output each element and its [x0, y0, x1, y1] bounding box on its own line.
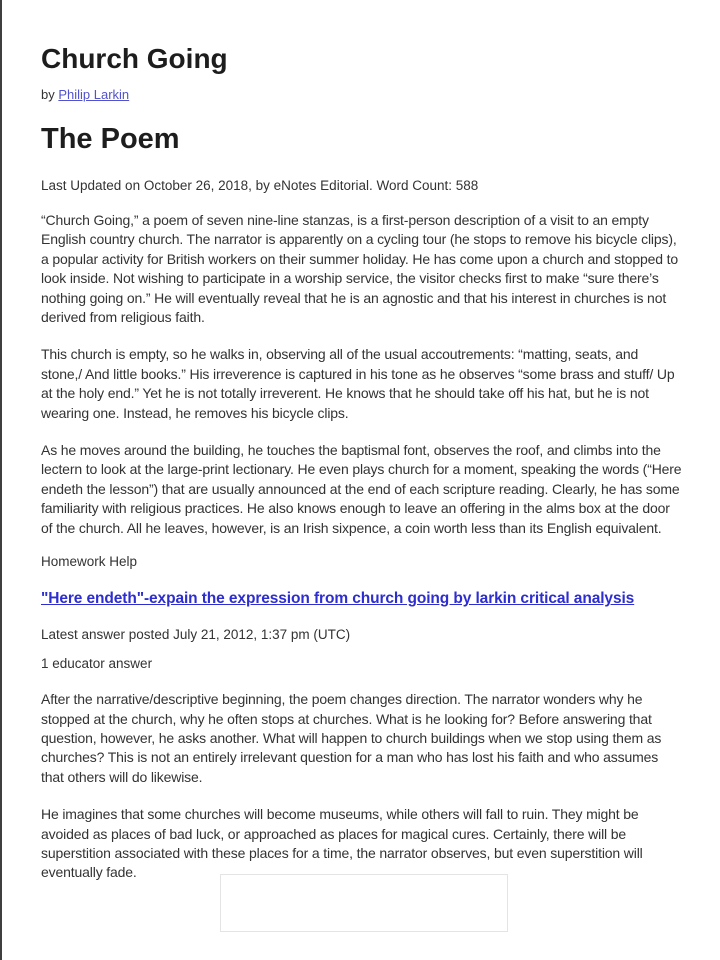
educator-answer-count: 1 educator answer: [41, 656, 153, 672]
page-title: Church Going: [41, 43, 228, 74]
latest-answer-meta: Latest answer posted July 21, 2012, 1:37 pm (UTC): [41, 627, 351, 643]
paragraph-4: After the narrative/descriptive beginning, the poem changes direction. The narrator wonders why he stopped at the church, why he often stops at churches. What is he looking for? Before answering that question, however, he asks another. What will happen to church buildings when we stop using them as churches? This is not an entirely irrelevant question for a man who has lost his faith and who assumes that others will do likewise.: [41, 691, 662, 785]
paragraph-1: “Church Going,” a poem of seven nine-line stanzas, is a first-person description of a visit to an empty English country church. The narrator is apparently on a cycling tour (he stops to remove his bicycle clips), a popular activity for British workers on their summer holiday. He has come upon a church and stopped to look inside. Not wishing to participate in a worship service, the visitor checks first to make “sure there’s nothing going on.” He will eventually reveal that he is an agnostic and that his interest in churches is not derived from religious faith.: [41, 212, 679, 326]
paragraph-2: This church is empty, so he walks in, observing all of the usual accoutrements: “matting, seats, and stone,/ And little books.” His irreverence is captured in his tone as he observes “some brass and stuff/ Up at the holy end.” Yet he is not totally irreverent. He knows that he should take off his hat, but he is not wearing one. Instead, he removes his bicycle clips.: [41, 346, 675, 421]
empty-image-placeholder: [220, 874, 508, 932]
author-link[interactable]: Philip Larkin: [58, 87, 130, 102]
section-heading-the-poem: The Poem: [41, 123, 180, 155]
paragraph-3: As he moves around the building, he touches the baptismal font, observes the roof, and climbs into the lectern to look at the large-print lectionary. He even plays church for a moment, speaking the words (“Here endeth the lesson”) that are usually announced at the end of each scripture reading. Clearly, he has some familiarity with religious practices. He also knows enough to leave an offering in the alms box at the door of the church. All he leaves, however, is an Irish sixpence, a coin worth less than its English equivalent.: [41, 442, 682, 536]
article-content: [2, 0, 720, 883]
homework-question-link[interactable]: "Here endeth"-expain the expression from church going by larkin critical analysis: [41, 590, 635, 608]
homework-help-label: Homework Help: [41, 554, 138, 570]
last-updated-meta: Last Updated on October 26, 2018, by eNotes Editorial. Word Count: 588: [41, 178, 479, 193]
byline: [41, 88, 682, 102]
paragraph-5: He imagines that some churches will become museums, while others will fall to ruin. They might be avoided as places of bad luck, or approached as places for magical cures. Certainly, there will be superstition associated with these places for a time, the narrator observes, but even superstition will eventually fade.: [41, 806, 643, 881]
byline-prefix: by: [41, 87, 59, 102]
